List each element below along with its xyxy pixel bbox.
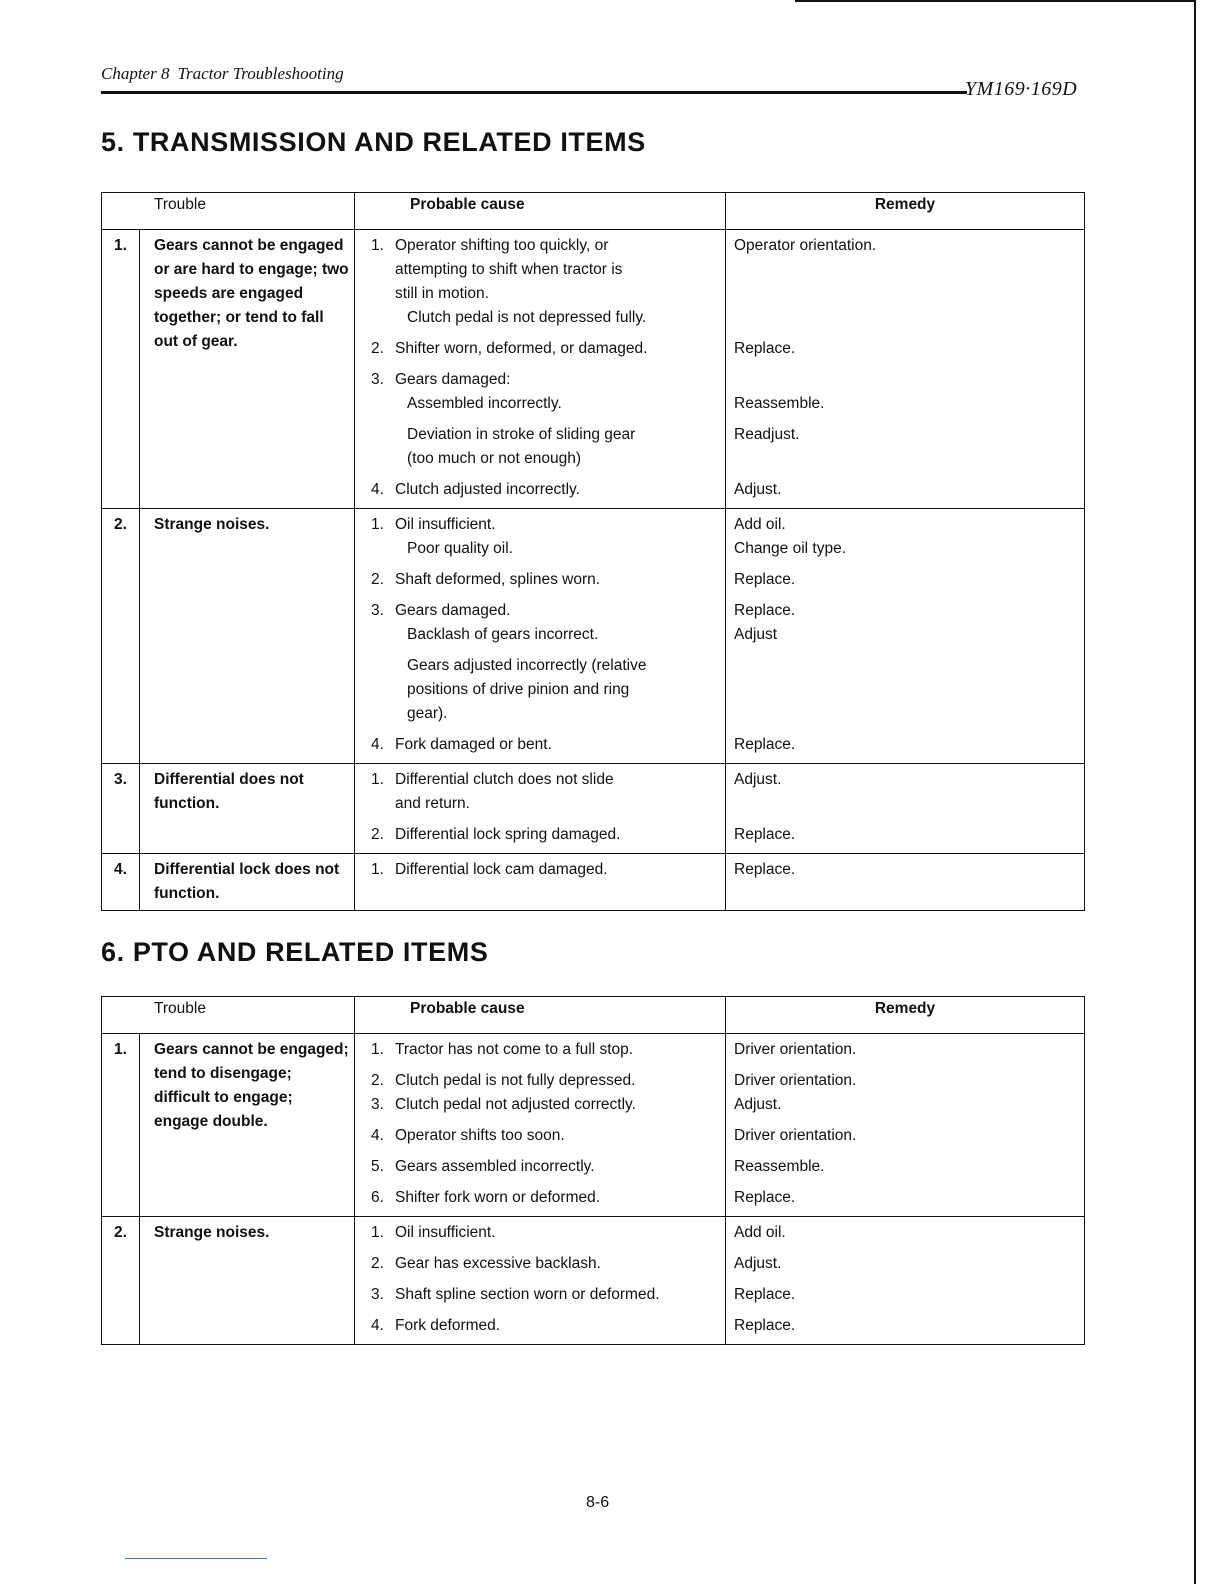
remedy-cell: Add oil. Adjust. Replace. Replace. bbox=[726, 1217, 1085, 1345]
pto-table bbox=[101, 996, 1085, 1345]
header-rule bbox=[101, 91, 967, 94]
table-row bbox=[102, 854, 1085, 911]
cause-cell: 1. Differential lock cam damaged. bbox=[355, 854, 726, 911]
remedy-header: Remedy bbox=[726, 997, 1085, 1034]
right-border-line bbox=[1194, 0, 1196, 1584]
page-number: 8-6 bbox=[586, 1494, 610, 1511]
row-number: 3. bbox=[102, 764, 140, 854]
trouble-header: Trouble bbox=[102, 997, 355, 1034]
trouble-cell: Differential lock does not function. bbox=[140, 854, 355, 911]
remedy-cell: Operator orientation. Replace. Reassemble. Readjust. Adjust. bbox=[726, 230, 1085, 509]
table-row bbox=[102, 230, 1085, 509]
cause-header: Probable cause bbox=[355, 193, 726, 230]
chapter-title: Tractor Troubleshooting bbox=[177, 64, 344, 83]
cause-cell: 1. Differential clutch does not slide and return. 2. Differential lock spring damaged. bbox=[355, 764, 726, 854]
table-header-row bbox=[102, 997, 1085, 1034]
trouble-header: Trouble bbox=[102, 193, 355, 230]
remedy-cell: Driver orientation. Driver orientation. Adjust. Driver orientation. Reassemble. Replace. bbox=[726, 1034, 1085, 1217]
trouble-cell: Strange noises. bbox=[140, 509, 355, 764]
trouble-cell: Gears cannot be engaged or are hard to engage; two speeds are engaged together; or tend to fall out of gear. bbox=[140, 230, 355, 509]
row-number: 2. bbox=[102, 509, 140, 764]
cause-cell: 1. Oil insufficient. 2. Gear has excessive backlash. 3. Shaft spline section worn or deformed. 4. Fork deformed. bbox=[355, 1217, 726, 1345]
model-label: YM169·169D bbox=[965, 78, 1078, 100]
table-row bbox=[102, 764, 1085, 854]
chapter-label: Chapter 8 bbox=[101, 64, 170, 83]
trouble-cell: Strange noises. bbox=[140, 1217, 355, 1345]
cause-cell: 1. Operator shifting too quickly, or attempting to shift when tractor is still in motion. Clutch pedal is not depressed fully. 2. Shifter worn, deformed, or damaged. 3. Gears damaged: Assembled incorrectly. Deviation in stroke of sliding gear (too much or not enough) 4. Clutch adjusted incorrectly. bbox=[355, 230, 726, 509]
remedy-cell: Replace. bbox=[726, 854, 1085, 911]
row-number: 4. bbox=[102, 854, 140, 911]
trouble-cell: Differential does not function. bbox=[140, 764, 355, 854]
trouble-cell: Gears cannot be engaged; tend to disengage; difficult to engage; engage double. bbox=[140, 1034, 355, 1217]
cause-cell: 1. Tractor has not come to a full stop. 2. Clutch pedal is not fully depressed. 3. Clutch pedal not adjusted correctly. 4. Operator shifts too soon. 5. Gears assembled incorrectly. 6. Shifter fork worn or deformed. bbox=[355, 1034, 726, 1217]
table-row bbox=[102, 1034, 1085, 1217]
remedy-cell: Adjust. Replace. bbox=[726, 764, 1085, 854]
row-number: 1. bbox=[102, 1034, 140, 1217]
bottom-blue-line bbox=[125, 1558, 267, 1559]
cause-header: Probable cause bbox=[355, 997, 726, 1034]
section-5-title: 5. TRANSMISSION AND RELATED ITEMS bbox=[101, 127, 646, 157]
section-6-title: 6. PTO AND RELATED ITEMS bbox=[101, 937, 489, 967]
remedy-cell: Add oil. Change oil type. Replace. Replace. Adjust Replace. bbox=[726, 509, 1085, 764]
table-row bbox=[102, 509, 1085, 764]
table-header-row bbox=[102, 193, 1085, 230]
cause-cell: 1. Oil insufficient. Poor quality oil. 2. Shaft deformed, splines worn. 3. Gears damaged. Backlash of gears incorrect. Gears adjusted incorrectly (relative positions of drive pinion and ring gear). 4. Fork damaged or bent. bbox=[355, 509, 726, 764]
row-number: 2. bbox=[102, 1217, 140, 1345]
top-border-line bbox=[795, 0, 1195, 2]
row-number: 1. bbox=[102, 230, 140, 509]
table-row bbox=[102, 1217, 1085, 1345]
running-header bbox=[101, 64, 344, 84]
remedy-header: Remedy bbox=[726, 193, 1085, 230]
transmission-table bbox=[101, 192, 1085, 911]
